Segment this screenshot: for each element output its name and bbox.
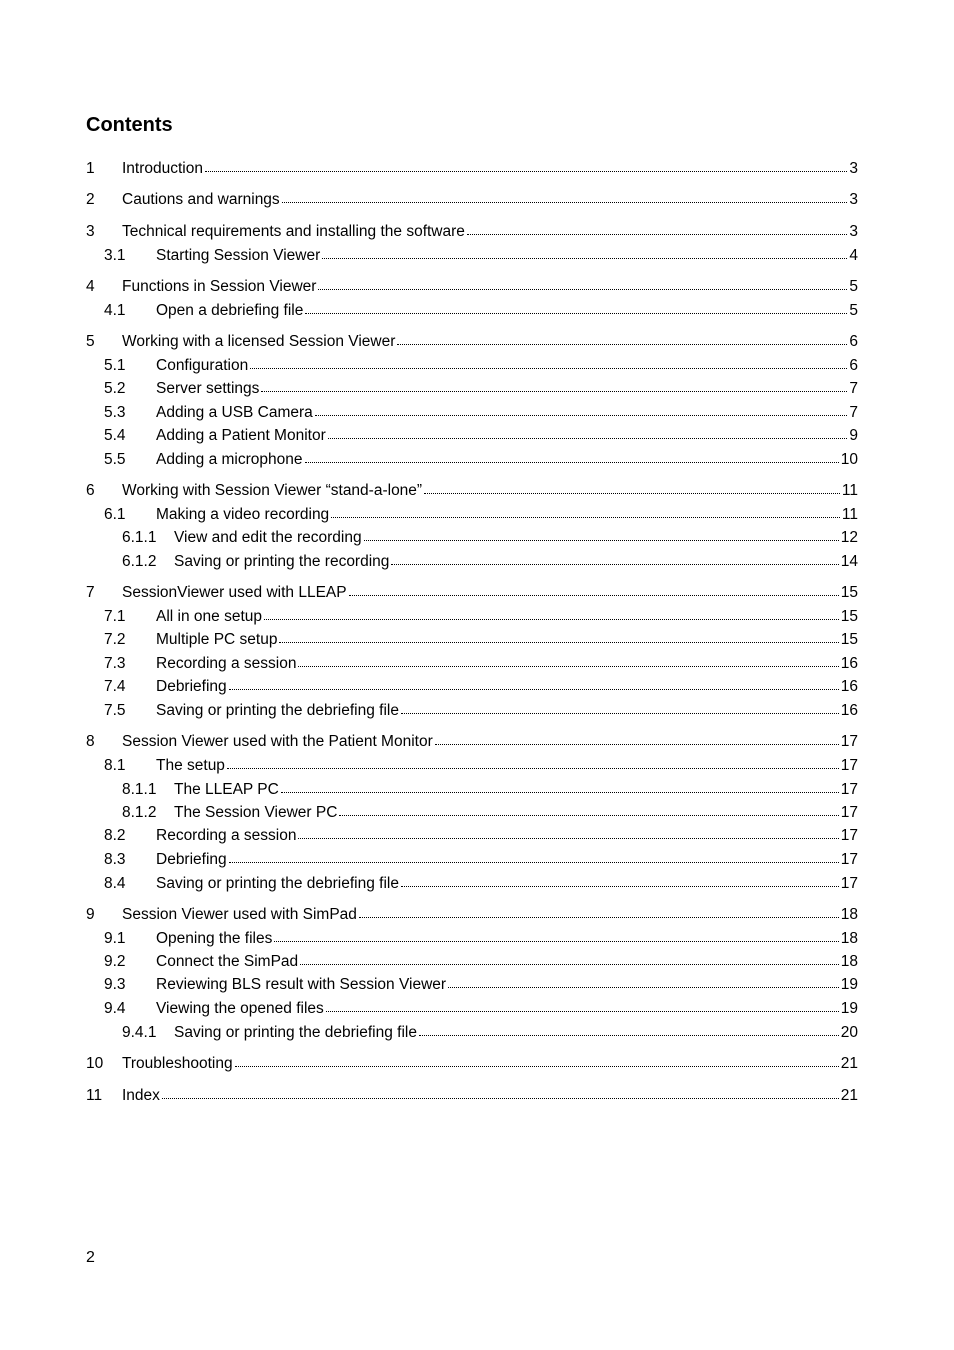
toc-entry-label: Recording a session (156, 827, 297, 844)
toc-entry[interactable] (86, 731, 858, 753)
toc-entry-page: 17 (840, 757, 858, 774)
toc-entry-page: 6 (849, 357, 858, 374)
toc-entry[interactable] (86, 974, 858, 996)
toc-entry-label: Debriefing (156, 851, 227, 868)
toc-dot-leader (467, 233, 847, 235)
toc-dot-leader (349, 594, 839, 596)
toc-entry-page: 17 (840, 781, 858, 798)
toc-entry[interactable] (86, 425, 858, 447)
toc-dot-leader (250, 367, 847, 369)
toc-entry-label: Opening the files (156, 930, 273, 947)
toc-entry-page: 14 (840, 553, 858, 570)
toc-entry-number: 6.1 (104, 506, 126, 523)
toc-dot-leader (401, 712, 839, 714)
toc-entry-page: 4 (849, 247, 858, 264)
toc-entry-number: 8 (86, 733, 95, 750)
toc-entry[interactable] (86, 629, 858, 651)
toc-entry[interactable] (86, 449, 858, 471)
toc-entry-label: Server settings (156, 380, 260, 397)
toc-dot-leader (229, 861, 839, 863)
toc-entry-number: 9.1 (104, 930, 126, 947)
toc-entry-number: 7.5 (104, 702, 126, 719)
toc-entry-number: 5.3 (104, 404, 126, 421)
toc-entry[interactable] (86, 755, 858, 777)
toc-entry-label: Saving or printing the debriefing file (156, 875, 399, 892)
toc-entry-page: 18 (840, 906, 858, 923)
toc-entry[interactable] (86, 158, 858, 180)
toc-entry-number: 8.3 (104, 851, 126, 868)
toc-entry-page: 18 (840, 930, 858, 947)
toc-entry[interactable] (86, 221, 858, 243)
toc-entry-page: 16 (840, 655, 858, 672)
toc-entry-label: Saving or printing the recording (174, 553, 390, 570)
toc-entry[interactable] (86, 480, 858, 502)
toc-dot-leader (397, 343, 847, 345)
toc-entry-page: 3 (849, 160, 858, 177)
toc-entry-label: Configuration (156, 357, 249, 374)
toc-entry-number: 8.1.1 (122, 781, 157, 798)
toc-entry-label: Working with a licensed Session Viewer (122, 333, 396, 350)
toc-entry[interactable] (86, 276, 858, 298)
toc-entry-number: 8.1.2 (122, 804, 157, 821)
toc-entry-label: Saving or printing the debriefing file (174, 1024, 417, 1041)
toc-dot-leader (419, 1034, 839, 1036)
toc-entry-label: Adding a USB Camera (156, 404, 313, 421)
toc-entry[interactable] (86, 300, 858, 322)
toc-dot-leader (322, 257, 847, 259)
toc-entry[interactable] (86, 402, 858, 424)
toc-entry[interactable] (86, 849, 858, 871)
toc-entry-label: Troubleshooting (122, 1055, 233, 1072)
toc-entry[interactable] (86, 928, 858, 950)
toc-entry-page: 15 (840, 631, 858, 648)
toc-dot-leader (359, 916, 839, 918)
toc-entry[interactable] (86, 653, 858, 675)
toc-dot-leader (305, 312, 847, 314)
toc-entry-number: 6.1.2 (122, 553, 157, 570)
toc-entry-label: Adding a microphone (156, 451, 303, 468)
toc-entry-page: 12 (840, 529, 858, 546)
toc-entry[interactable] (86, 676, 858, 698)
toc-entry[interactable] (86, 355, 858, 377)
toc-entry-page: 17 (840, 851, 858, 868)
toc-entry[interactable] (86, 700, 858, 722)
toc-dot-leader (281, 791, 839, 793)
toc-entry[interactable] (86, 331, 858, 353)
toc-entry[interactable] (86, 551, 858, 573)
toc-entry-number: 8.4 (104, 875, 126, 892)
toc-entry-page: 11 (841, 506, 858, 523)
toc-entry-label: Starting Session Viewer (156, 247, 321, 264)
toc-entry-page: 11 (841, 482, 858, 499)
toc-entry-page: 5 (849, 302, 858, 319)
toc-entry-number: 9.2 (104, 953, 126, 970)
toc-dot-leader (274, 940, 838, 942)
toc-entry-number: 10 (86, 1055, 104, 1072)
toc-entry-page: 3 (849, 191, 858, 208)
toc-entry-page: 17 (840, 827, 858, 844)
toc-entry[interactable] (86, 527, 858, 549)
toc-dot-leader (162, 1097, 839, 1099)
toc-entry-number: 9.4 (104, 1000, 126, 1017)
toc-entry-page: 18 (840, 953, 858, 970)
toc-entry-page: 16 (840, 702, 858, 719)
toc-entry-number: 3 (86, 223, 95, 240)
toc-entry-page: 17 (840, 733, 858, 750)
toc-dot-leader (339, 814, 838, 816)
toc-entry-number: 1 (86, 160, 95, 177)
toc-dot-leader (328, 437, 848, 439)
toc-entry[interactable] (86, 1085, 858, 1107)
toc-dot-leader (364, 539, 839, 541)
toc-entry-page: 15 (840, 584, 858, 601)
toc-entry-number: 11 (86, 1087, 103, 1104)
toc-entry-label: SessionViewer used with LLEAP (122, 584, 347, 601)
toc-entry-number: 9 (86, 906, 95, 923)
toc-entry-label: Open a debriefing file (156, 302, 304, 319)
toc-entry-number: 8.2 (104, 827, 126, 844)
toc-entry-page: 3 (849, 223, 858, 240)
toc-entry[interactable] (86, 1053, 858, 1075)
toc-dot-leader (205, 170, 847, 172)
toc-dot-leader (305, 461, 839, 463)
toc-entry-label: Making a video recording (156, 506, 330, 523)
toc-entry[interactable] (86, 582, 858, 604)
toc-entry-page: 21 (840, 1055, 858, 1072)
toc-entry-number: 9.4.1 (122, 1024, 157, 1041)
toc-entry[interactable] (86, 904, 858, 926)
toc-entry-label: Adding a Patient Monitor (156, 427, 326, 444)
toc-entry-number: 7 (86, 584, 95, 601)
toc-entry-number: 7.2 (104, 631, 126, 648)
toc-entry-label: Viewing the opened files (156, 1000, 324, 1017)
toc-entry-label: Session Viewer used with SimPad (122, 906, 357, 923)
toc-entry-number: 7.3 (104, 655, 126, 672)
toc-dot-leader (282, 201, 848, 203)
contents-heading: Contents (86, 114, 173, 136)
toc-dot-leader (227, 767, 839, 769)
toc-entry-number: 7.1 (104, 608, 126, 625)
toc-dot-leader (435, 743, 839, 745)
toc-dot-leader (391, 563, 838, 565)
toc-entry-number: 3.1 (104, 247, 126, 264)
toc-entry-label: Cautions and warnings (122, 191, 280, 208)
toc-dot-leader (318, 288, 847, 290)
toc-dot-leader (298, 665, 838, 667)
toc-entry-label: The LLEAP PC (174, 781, 279, 798)
toc-entry[interactable] (86, 606, 858, 628)
toc-entry-number: 4.1 (104, 302, 126, 319)
toc-entry-label: The Session Viewer PC (174, 804, 338, 821)
toc-dot-leader (300, 963, 839, 965)
toc-entry-number: 5.1 (104, 357, 126, 374)
toc-entry-page: 5 (849, 278, 858, 295)
toc-entry-page: 7 (849, 380, 858, 397)
toc-entry-page: 21 (840, 1087, 858, 1104)
toc-entry-label: Connect the SimPad (156, 953, 299, 970)
toc-entry[interactable] (86, 802, 858, 824)
toc-entry[interactable] (86, 504, 858, 526)
toc-dot-leader (229, 688, 839, 690)
toc-entry[interactable] (86, 245, 858, 267)
toc-entry-label: All in one setup (156, 608, 262, 625)
toc-entry-label: Functions in Session Viewer (122, 278, 317, 295)
toc-entry-page: 15 (840, 608, 858, 625)
toc-entry-label: Reviewing BLS result with Session Viewer (156, 976, 447, 993)
toc-entry-page: 19 (840, 1000, 858, 1017)
toc-entry-page: 17 (840, 875, 858, 892)
toc-entry-number: 6 (86, 482, 95, 499)
toc-entry-page: 19 (840, 976, 858, 993)
toc-entry[interactable] (86, 873, 858, 895)
toc-dot-leader (401, 885, 839, 887)
toc-entry[interactable] (86, 378, 858, 400)
toc-entry-label: Technical requirements and installing the software (122, 223, 465, 240)
toc-dot-leader (326, 1010, 839, 1012)
toc-entry-number: 6.1.1 (122, 529, 157, 546)
toc-entry-page: 6 (849, 333, 858, 350)
toc-entry[interactable] (86, 779, 858, 801)
toc-entry-page: 9 (849, 427, 858, 444)
toc-entry-label: Index (122, 1087, 160, 1104)
toc-entry[interactable] (86, 998, 858, 1020)
toc-entry-page: 17 (840, 804, 858, 821)
toc-entry[interactable] (86, 825, 858, 847)
toc-dot-leader (279, 641, 838, 643)
toc-entry-label: Multiple PC setup (156, 631, 278, 648)
toc-dot-leader (298, 837, 838, 839)
toc-entry[interactable] (86, 951, 858, 973)
toc-entry-number: 9.3 (104, 976, 126, 993)
toc-dot-leader (315, 414, 848, 416)
toc-dot-leader (235, 1065, 839, 1067)
toc-entry-number: 8.1 (104, 757, 126, 774)
toc-entry-number: 5.4 (104, 427, 126, 444)
toc-entry-number: 5 (86, 333, 95, 350)
toc-entry-number: 4 (86, 278, 95, 295)
toc-entry-label: View and edit the recording (174, 529, 362, 546)
toc-entry-number: 5.2 (104, 380, 126, 397)
toc-entry-page: 10 (840, 451, 858, 468)
toc-dot-leader (424, 492, 840, 494)
toc-entry-number: 5.5 (104, 451, 126, 468)
toc-entry-label: Recording a session (156, 655, 297, 672)
toc-entry-label: Saving or printing the debriefing file (156, 702, 399, 719)
toc-entry-label: Debriefing (156, 678, 227, 695)
toc-dot-leader (264, 618, 839, 620)
toc-entry[interactable] (86, 1022, 858, 1044)
toc-dot-leader (331, 516, 840, 518)
toc-entry-label: Introduction (122, 160, 203, 177)
toc-dot-leader (448, 986, 839, 988)
toc-dot-leader (261, 390, 847, 392)
toc-entry-label: Working with Session Viewer “stand-a-lone” (122, 482, 423, 499)
toc-entry-label: The setup (156, 757, 225, 774)
toc-entry[interactable] (86, 189, 858, 211)
toc-entry-page: 20 (840, 1024, 858, 1041)
toc-entry-label: Session Viewer used with the Patient Monitor (122, 733, 433, 750)
page-number: 2 (86, 1249, 95, 1266)
toc-entry-number: 7.4 (104, 678, 126, 695)
toc-entry-page: 7 (849, 404, 858, 421)
toc-entry-number: 2 (86, 191, 95, 208)
toc-entry-page: 16 (840, 678, 858, 695)
